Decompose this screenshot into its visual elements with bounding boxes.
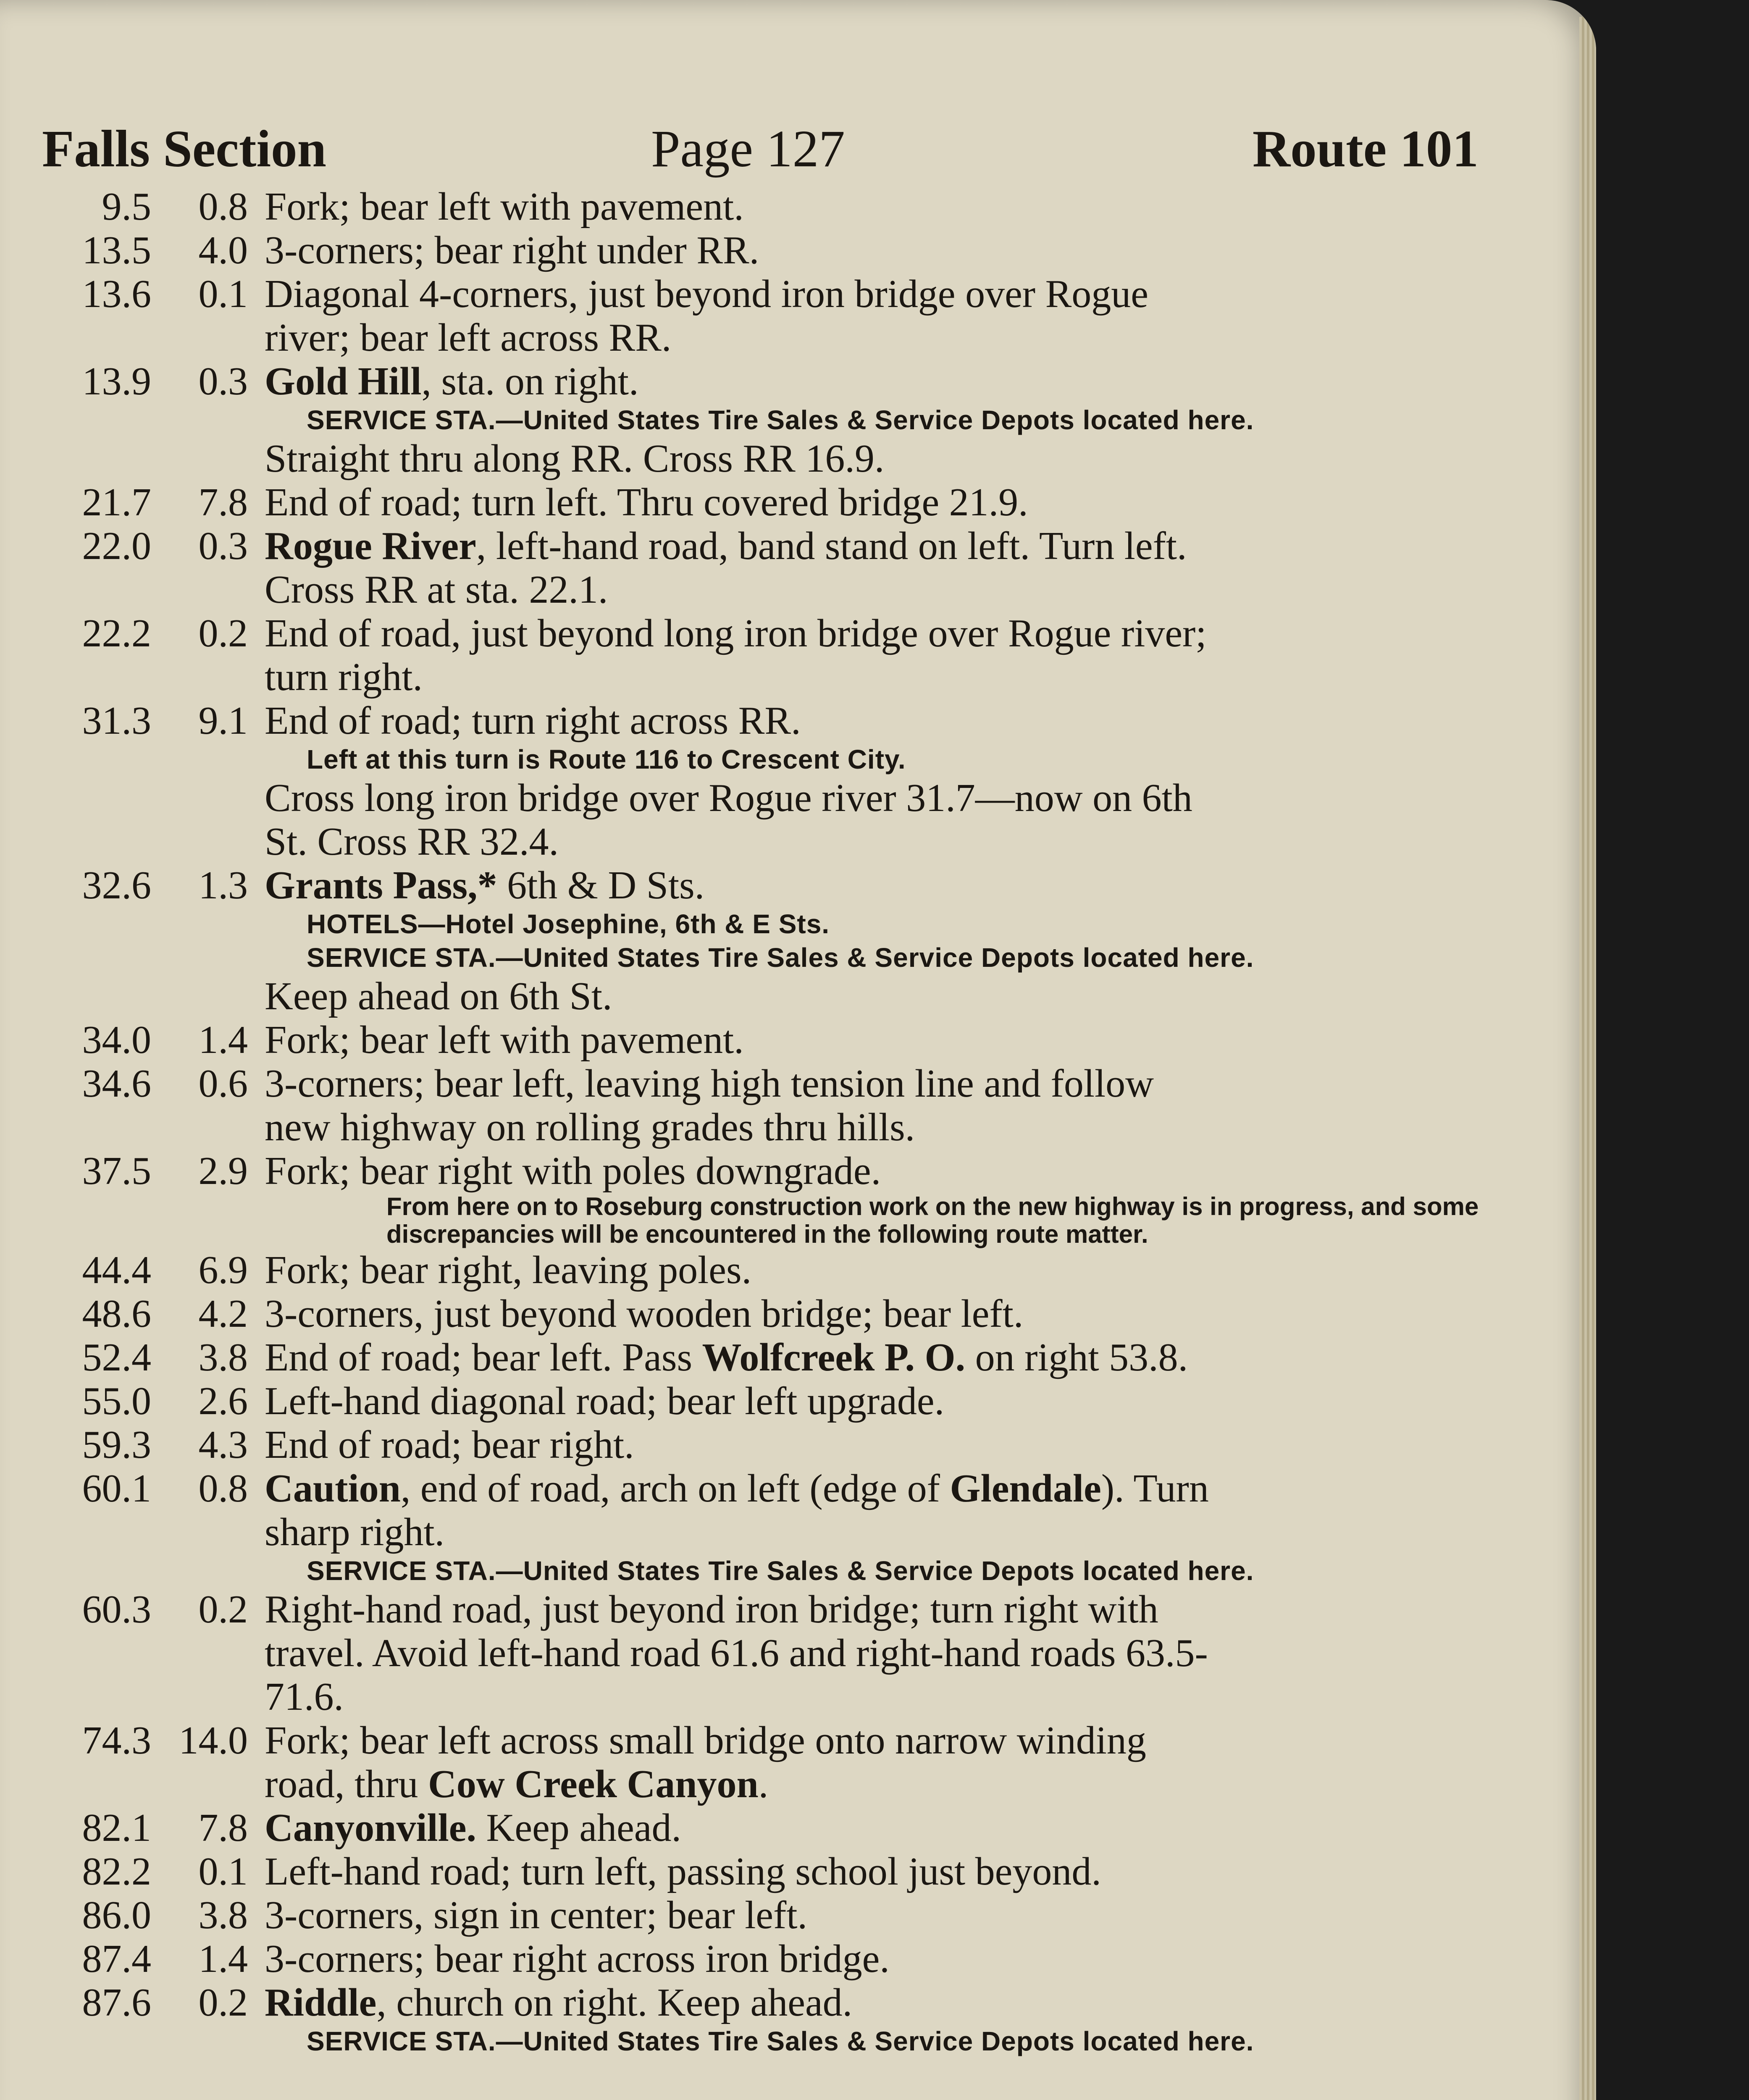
route-direction [265,1981,1521,2024]
direction-text: Right-hand road, just beyond iron bridge; turn right with [265,1588,1158,1631]
interval-mileage: 3.8 [198,1336,248,1379]
interval-mileage: 2.9 [198,1149,248,1193]
route-direction [265,480,1521,524]
route-direction [265,1248,1521,1292]
route-entry-row [42,228,1521,272]
place-name: Canyonville. [265,1806,477,1850]
interval-mileage: 7.8 [198,1806,248,1850]
route-entry-row [42,1806,1521,1850]
interval-mileage: 3.8 [198,1893,248,1937]
interval-mileage: 0.3 [198,524,248,568]
route-direction-continued: river; bear left across RR. [265,316,672,360]
total-mileage: 55.0 [82,1379,151,1423]
service-station-note: SERVICE STA.—United States Tire Sales & Service Depots located here. [307,2026,1254,2056]
route-entry-row [42,612,1521,655]
route-entry-row [42,1937,1521,1981]
place-name: Cow Creek Canyon [428,1762,759,1806]
route-direction [265,1379,1521,1423]
direction-text: 3-corners, just beyond wooden bridge; bear left. [265,1292,1024,1336]
direction-text: 3-corners, sign in center; bear left. [265,1893,807,1937]
place-name: Rogue River [265,524,476,568]
route-entries [42,185,1521,2058]
direction-text: End of road; bear right. [265,1423,634,1467]
interval-mileage: 9.1 [198,699,248,743]
interval-mileage: 7.8 [198,480,248,524]
interval-mileage: 1.4 [198,1937,248,1981]
route-entry-row [42,1719,1521,1762]
service-station-note: SERVICE STA.—United States Tire Sales & Service Depots located here. [307,405,1254,435]
direction-text: 3-corners; bear right across iron bridge. [265,1937,890,1981]
route-direction-continued: 71.6. [265,1675,344,1719]
route-direction [265,272,1521,316]
direction-text: . [758,1762,769,1806]
route-direction-continued: new highway on rolling grades thru hills. [265,1105,915,1149]
direction-text: on right 53.8. [965,1336,1188,1379]
route-direction-continued: sharp right. [265,1510,445,1554]
route-direction [265,360,1521,403]
interval-mileage: 6.9 [198,1248,248,1292]
total-mileage: 34.6 [82,1062,151,1105]
direction-text: Fork; bear right, leaving poles. [265,1248,752,1292]
route-direction [265,524,1521,568]
direction-text: End of road; bear left. Pass [265,1336,702,1379]
route-entry-row [42,1149,1521,1193]
interval-mileage: 1.4 [198,1018,248,1062]
total-mileage: 32.6 [82,864,151,907]
route-entry-row [42,1062,1521,1105]
route-direction [265,1937,1521,1981]
total-mileage: 82.1 [82,1806,151,1850]
direction-text: End of road; turn right across RR. [265,699,801,743]
interval-mileage: 0.2 [198,1981,248,2024]
route-entry-row [42,699,1521,743]
total-mileage: 44.4 [82,1248,151,1292]
route-direction [265,1467,1521,1510]
service-station-note: SERVICE STA.—United States Tire Sales & Service Depots located here. [307,942,1254,973]
route-direction [265,1850,1521,1893]
route-direction [265,1018,1521,1062]
route-direction-continued: Cross RR at sta. 22.1. [265,568,608,612]
total-mileage: 34.0 [82,1018,151,1062]
direction-text: Fork; bear left with pavement. [265,1018,744,1062]
route-direction-continued [42,1762,1521,1806]
route-entry-row [42,1850,1521,1893]
direction-text: Fork; bear right with poles downgrade. [265,1149,881,1193]
direction-text: 3-corners; bear right under RR. [265,228,759,272]
page-number: Page 127 [651,120,845,178]
route-entry-row [42,1248,1521,1292]
total-mileage: 37.5 [82,1149,151,1193]
direction-text: End of road, just beyond long iron bridge over Rogue river; [265,612,1207,655]
route-entry-row [42,1423,1521,1467]
route-entry-row [42,1292,1521,1336]
interval-mileage: 0.8 [198,1467,248,1510]
total-mileage: 31.3 [82,699,151,743]
route-direction [265,699,1521,743]
direction-text: Left-hand diagonal road; bear left upgrade. [265,1379,945,1423]
route-direction-continued: Keep ahead on 6th St. [265,974,612,1018]
service-station-note: SERVICE STA.—United States Tire Sales & Service Depots located here. [307,1556,1254,1586]
route-direction [265,1292,1521,1336]
page-edge [1579,17,1596,2100]
total-mileage: 59.3 [82,1423,151,1467]
route-direction [265,612,1521,655]
route-direction [265,1062,1521,1105]
route-entry-row [42,272,1521,316]
route-direction-continued: travel. Avoid left-hand road 61.6 and right-hand roads 63.5- [265,1631,1208,1675]
direction-text: , church on right. Keep ahead. [376,1981,853,2024]
total-mileage: 74.3 [82,1719,151,1762]
route-direction [265,1149,1521,1193]
place-name: Caution [265,1467,401,1510]
interval-mileage: 4.0 [198,228,248,272]
service-station-note: Left at this turn is Route 116 to Crescent City. [307,744,906,774]
route-entry-row [42,480,1521,524]
direction-text: Fork; bear left with pavement. [265,185,744,228]
direction-text: , sta. on right. [421,360,639,403]
total-mileage: 22.0 [82,524,151,568]
direction-text: , left-hand road, band stand on left. Turn left. [476,524,1187,568]
total-mileage: 13.5 [82,228,151,272]
total-mileage: 48.6 [82,1292,151,1336]
page-header [42,113,1479,185]
total-mileage: 21.7 [82,480,151,524]
interval-mileage: 0.8 [198,185,248,228]
interval-mileage: 14.0 [179,1719,248,1762]
route-direction-continued: turn right. [265,655,423,699]
total-mileage: 13.9 [82,360,151,403]
route-direction [265,1719,1521,1762]
route-entry-row [42,1981,1521,2024]
route-direction [265,1893,1521,1937]
total-mileage: 86.0 [82,1893,151,1937]
section-title: Falls Section [42,120,327,178]
total-mileage: 52.4 [82,1336,151,1379]
direction-text: Fork; bear left across small bridge onto narrow winding [265,1719,1146,1762]
route-entry-row [42,1588,1521,1631]
direction-text: road, thru [265,1762,428,1806]
direction-text: Diagonal 4-corners, just beyond iron bridge over Rogue [265,272,1149,316]
total-mileage: 87.4 [82,1937,151,1981]
route-number: Route 101 [1252,120,1479,178]
interval-mileage: 2.6 [198,1379,248,1423]
place-name: Grants Pass,* [265,864,507,907]
route-entry-row [42,1893,1521,1937]
route-entry-row [42,1379,1521,1423]
route-direction [265,228,1521,272]
direction-text: Left-hand road; turn left, passing school just beyond. [265,1850,1101,1893]
route-entry-row [42,1018,1521,1062]
route-direction [265,1806,1521,1850]
route-entry-row [42,864,1521,907]
route-entry-row [42,1336,1521,1379]
route-entry-row [42,1467,1521,1510]
route-direction [265,1588,1521,1631]
place-name: Wolfcreek P. O. [702,1336,966,1379]
route-direction [265,1423,1521,1467]
route-direction-continued: Cross long iron bridge over Rogue river 31.7—now on 6th [265,776,1192,820]
interval-mileage: 0.1 [198,272,248,316]
interval-mileage: 0.2 [198,1588,248,1631]
interval-mileage: 4.2 [198,1292,248,1336]
route-entry-row [42,360,1521,403]
direction-text: 3-corners; bear left, leaving high tension line and follow [265,1062,1154,1105]
interval-mileage: 0.6 [198,1062,248,1105]
interval-mileage: 0.2 [198,612,248,655]
total-mileage: 60.3 [82,1588,151,1631]
route-direction-continued: St. Cross RR 32.4. [265,820,559,864]
total-mileage: 82.2 [82,1850,151,1893]
total-mileage: 60.1 [82,1467,151,1510]
interval-mileage: 4.3 [198,1423,248,1467]
service-station-note: HOTELS—Hotel Josephine, 6th & E Sts. [307,909,830,939]
direction-text: End of road; turn left. Thru covered bridge 21.9. [265,480,1028,524]
route-direction [265,1336,1521,1379]
place-name: Riddle [265,1981,377,2024]
construction-note: From here on to Roseburg construction work on the new highway is in progress, and some discrepancies will be encountered in the following route matter. [386,1192,1479,1248]
route-direction-continued: Straight thru along RR. Cross RR 16.9. [265,437,885,480]
interval-mileage: 1.3 [198,864,248,907]
direction-text: ). Turn [1101,1467,1209,1510]
direction-text: , end of road, arch on left (edge of [400,1467,950,1510]
total-mileage: 87.6 [82,1981,151,2024]
total-mileage: 13.6 [82,272,151,316]
route-direction [265,185,1521,228]
place-name: Gold Hill [265,360,422,403]
total-mileage: 22.2 [82,612,151,655]
direction-text: 6th & D Sts. [507,864,705,907]
place-name: Glendale [950,1467,1101,1510]
interval-mileage: 0.3 [198,360,248,403]
interval-mileage: 0.1 [198,1850,248,1893]
total-mileage: 9.5 [102,185,151,228]
route-entry-row [42,185,1521,228]
direction-text: Keep ahead. [476,1806,682,1850]
route-direction [265,864,1521,907]
route-entry-row [42,524,1521,568]
